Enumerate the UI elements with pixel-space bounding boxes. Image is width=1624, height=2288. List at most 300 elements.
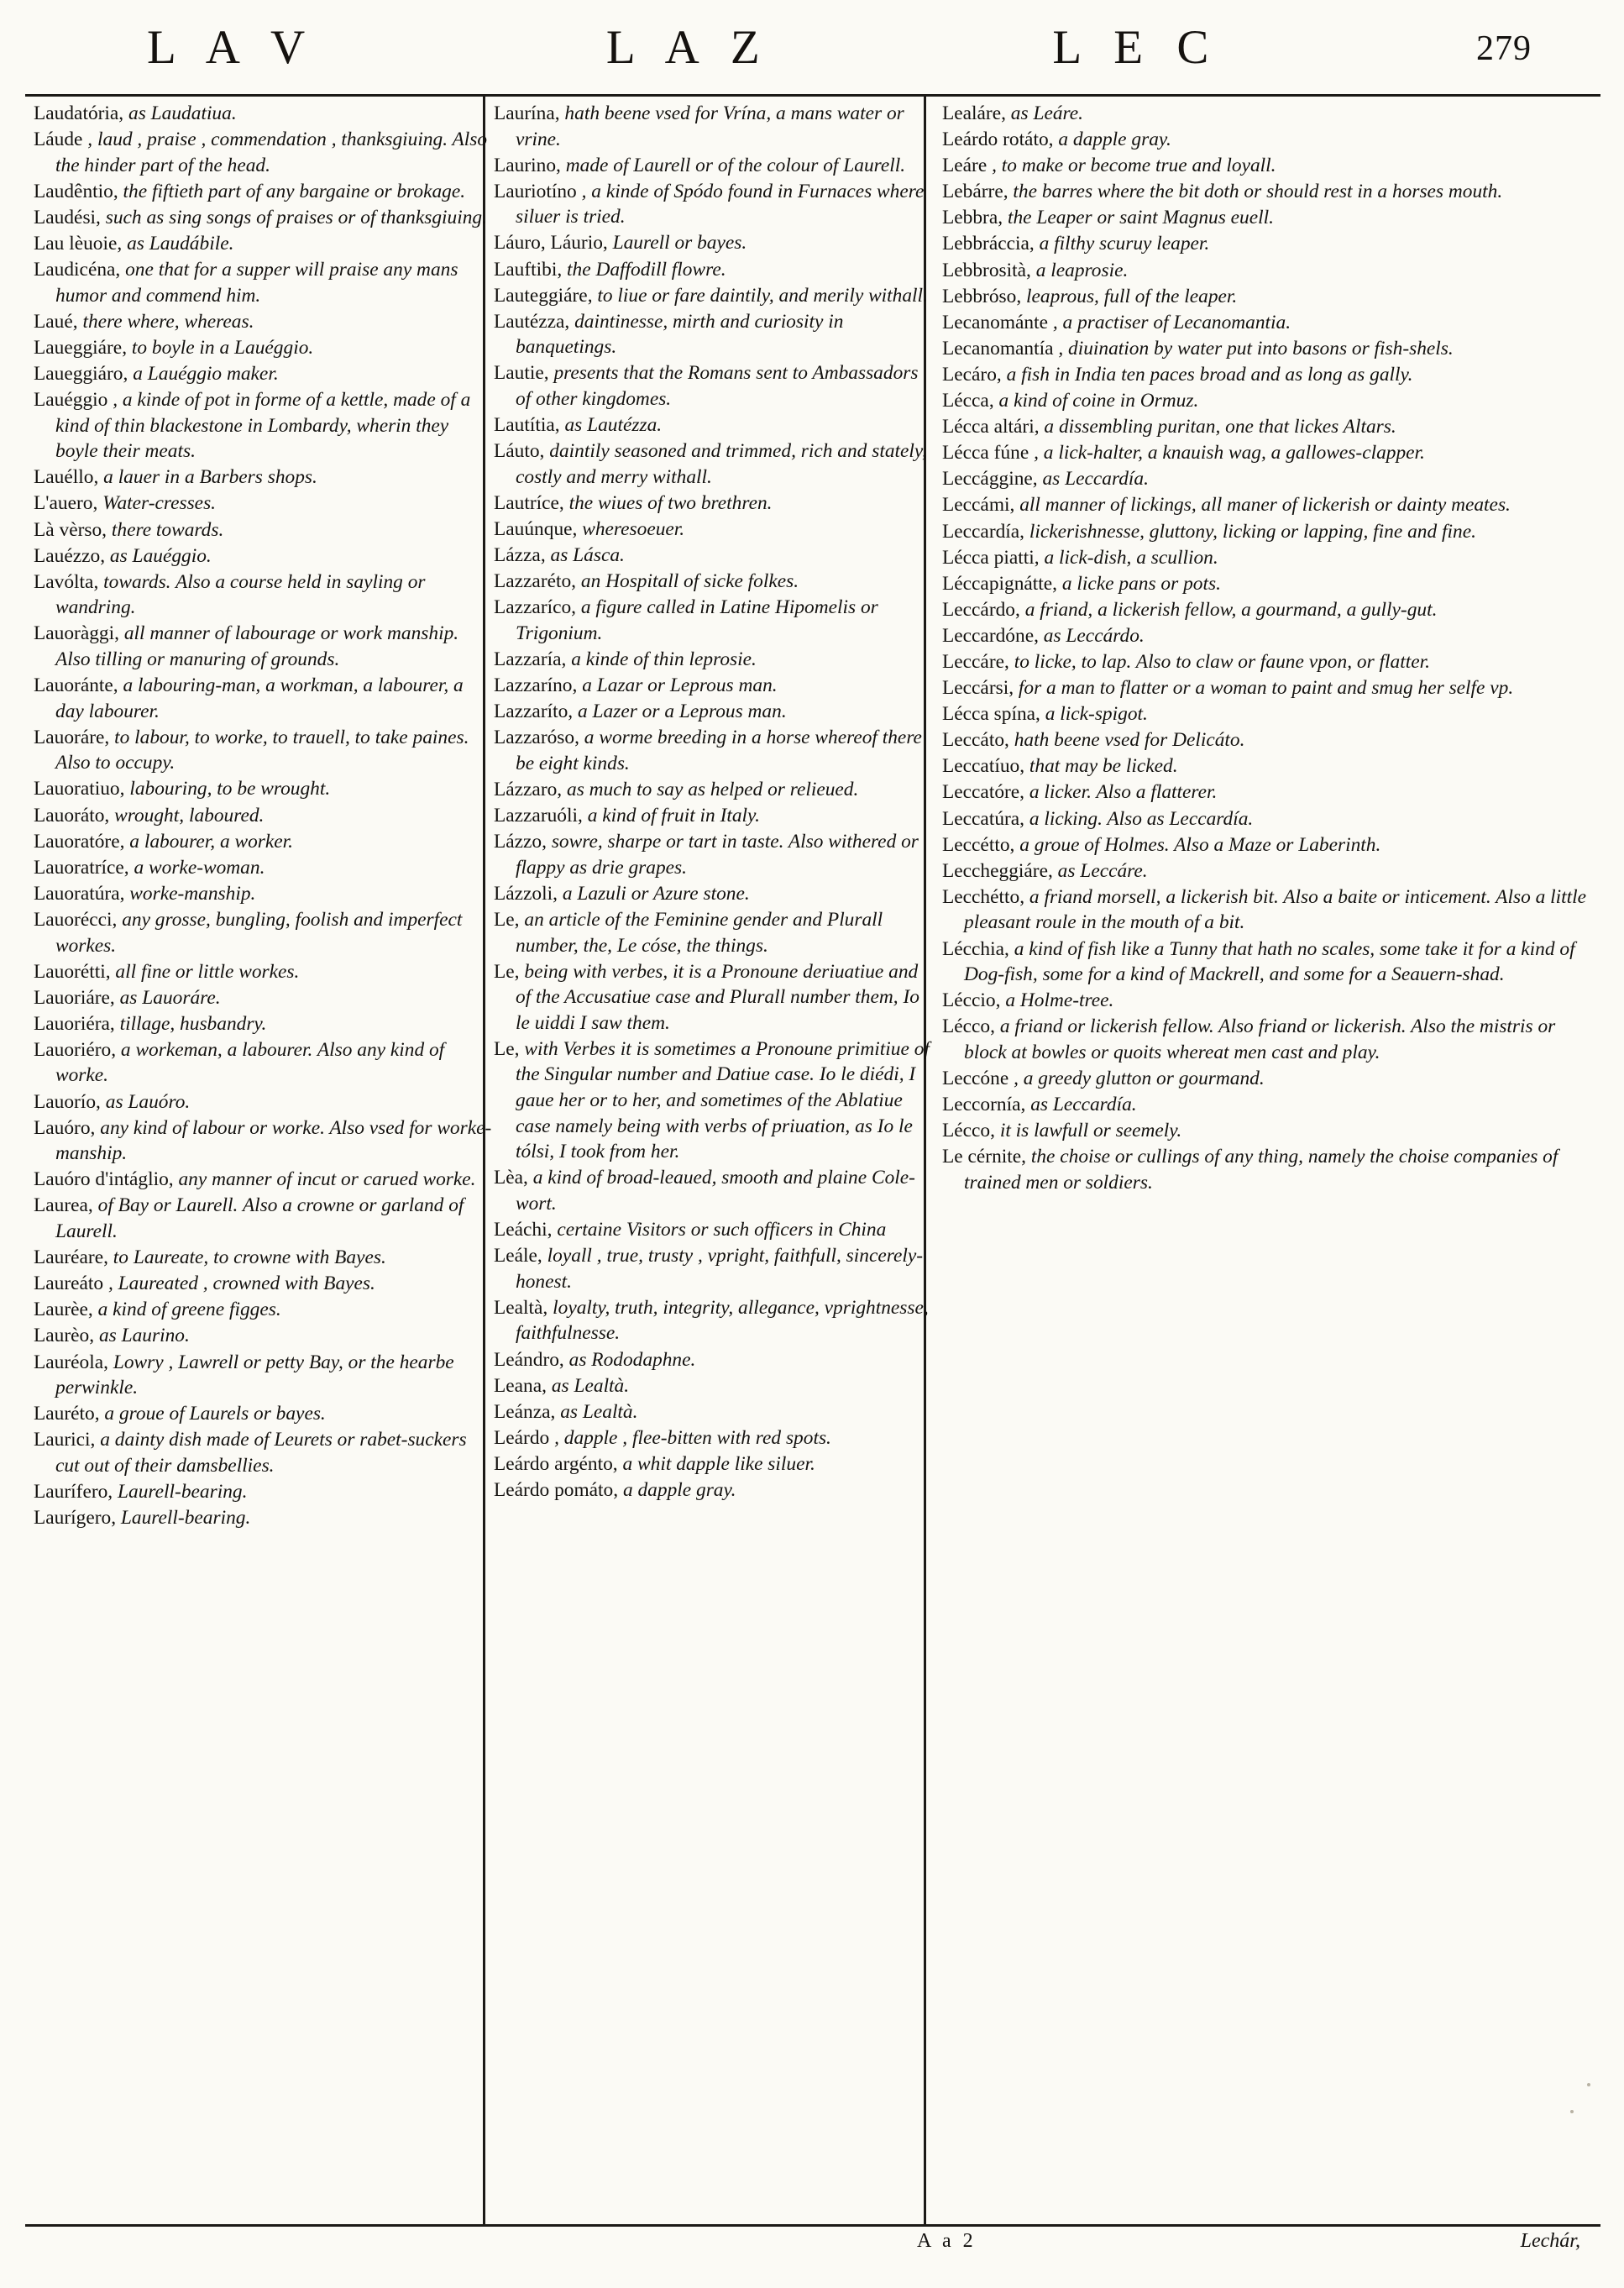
entry-headword: Laurífero, bbox=[34, 1480, 113, 1503]
entry-definition: a kind of broad-leaued, smooth and plaine Cole-wort. bbox=[516, 1167, 915, 1215]
entry-headword: Lazzaruóli, bbox=[494, 805, 583, 827]
dictionary-entry bbox=[494, 438, 930, 490]
entry-definition: all fine or little workes. bbox=[110, 960, 300, 983]
entry-definition: as Leccardía. bbox=[1025, 1094, 1137, 1116]
dictionary-entry bbox=[34, 829, 494, 855]
dictionary-entry bbox=[942, 440, 1597, 466]
dictionary-entry bbox=[494, 777, 930, 803]
entry-definition: , a greedy glutton or gourmand. bbox=[1008, 1067, 1265, 1089]
entry-definition: that may be licked. bbox=[1024, 755, 1178, 778]
entry-headword: Lebbrosità, bbox=[942, 259, 1031, 281]
entry-definition: it is lawfull or seemely. bbox=[994, 1120, 1182, 1142]
entry-headword: Leánza, bbox=[494, 1400, 556, 1423]
entry-headword: Laudatória, bbox=[34, 102, 124, 124]
head-word-left: L A V bbox=[147, 21, 317, 74]
entry-definition: the Daffodill flowre. bbox=[562, 258, 726, 281]
entry-definition: a worke-woman. bbox=[128, 856, 265, 879]
entry-definition: a lauer in a Barbers shops. bbox=[98, 466, 317, 489]
entry-definition: as much to say as helped or relieued. bbox=[562, 778, 859, 800]
dictionary-entry bbox=[942, 414, 1597, 440]
dictionary-entry bbox=[34, 776, 494, 802]
entry-definition: a groue of Laurels or bayes. bbox=[99, 1403, 326, 1425]
entry-definition: such as sing songs of praises or of thanksgiuing. bbox=[100, 206, 487, 228]
entry-headword: Lautríce, bbox=[494, 491, 564, 514]
entry-definition: there towards. bbox=[107, 518, 224, 541]
dictionary-entry bbox=[494, 829, 930, 880]
entry-definition: as Lauéggio. bbox=[105, 544, 212, 567]
entry-definition: hath beene vsed for Delicáto. bbox=[1008, 729, 1245, 752]
entry-headword: Lauréare, bbox=[34, 1246, 108, 1269]
entry-definition: the wiues of two brethren. bbox=[563, 491, 773, 514]
dictionary-entry bbox=[34, 1271, 494, 1297]
dictionary-entry bbox=[942, 492, 1597, 518]
entry-headword: Lécchia, bbox=[942, 937, 1009, 960]
dictionary-entry bbox=[942, 519, 1597, 545]
entry-headword: Laueggiáro, bbox=[34, 362, 128, 385]
entry-headword: Lau lèuoie, bbox=[34, 232, 123, 255]
entry-headword: Lauóro d'intáglio, bbox=[34, 1168, 174, 1191]
entry-definition: a dissembling puritan, one that lickes Altars. bbox=[1039, 416, 1396, 438]
entry-definition: a leaprosie. bbox=[1030, 259, 1129, 281]
entry-headword: Lauézzo, bbox=[34, 544, 106, 567]
entry-headword: Lauéllo, bbox=[34, 466, 99, 489]
dictionary-entry bbox=[942, 466, 1597, 492]
dictionary-entry bbox=[494, 153, 930, 179]
entry-definition: to licke, to lap. Also to claw or faune vpon, or flatter. bbox=[1008, 650, 1430, 673]
entry-headword: Lealtà, bbox=[494, 1296, 548, 1319]
column-2 bbox=[494, 101, 930, 1503]
dictionary-entry bbox=[494, 1295, 930, 1346]
entry-headword: Lázza, bbox=[494, 544, 546, 567]
entry-definition: a kind of coine in Ormuz. bbox=[993, 390, 1199, 412]
entry-definition: as Leccardía. bbox=[1037, 468, 1149, 491]
entry-headword: Lebárre, bbox=[942, 181, 1008, 203]
entry-headword: Leccáto, bbox=[942, 729, 1009, 752]
dictionary-entry bbox=[942, 545, 1597, 571]
entry-definition: sowre, sharpe or tart in taste. Also withered or flappy as drie grapes. bbox=[516, 831, 919, 879]
dictionary-entry bbox=[494, 543, 930, 569]
entry-headword: Lécco, bbox=[942, 1120, 995, 1142]
dictionary-entry bbox=[942, 336, 1597, 362]
entry-definition: as Leccáre. bbox=[1052, 859, 1148, 882]
dictionary-entry bbox=[34, 569, 494, 621]
entry-headword: Lautie, bbox=[494, 362, 549, 385]
entry-definition: loyall , true, trusty , vpright, faithfull, sincerely-honest. bbox=[516, 1245, 924, 1293]
signature-mark: A a 2 bbox=[917, 2230, 977, 2252]
dictionary-entry bbox=[34, 1193, 494, 1244]
entry-headword: Leáre bbox=[942, 155, 987, 177]
entry-headword: Leáchi, bbox=[494, 1219, 553, 1241]
dictionary-entry bbox=[34, 621, 494, 672]
dictionary-entry bbox=[34, 1115, 494, 1167]
dictionary-entry bbox=[942, 1066, 1597, 1092]
dictionary-entry bbox=[34, 1037, 494, 1089]
entry-definition: the choise or cullings of any thing, namely the choise companies of trained men or soldiers. bbox=[964, 1146, 1559, 1194]
entry-headword: Léccapignátte, bbox=[942, 572, 1058, 595]
dictionary-entry bbox=[34, 1479, 494, 1505]
entry-definition: lickerishnesse, gluttony, licking or lapping, fine and fine. bbox=[1024, 520, 1476, 543]
entry-headword: Lauftibi, bbox=[494, 258, 563, 281]
entry-definition: a labourer, a worker. bbox=[124, 830, 294, 853]
entry-headword: Leccóne bbox=[942, 1067, 1009, 1089]
entry-headword: Lauriotíno bbox=[494, 180, 577, 202]
dictionary-entry bbox=[34, 1350, 494, 1401]
dictionary-entry bbox=[34, 1167, 494, 1193]
dictionary-entry bbox=[942, 153, 1597, 179]
dictionary-entry bbox=[34, 543, 494, 569]
horizontal-rule-bottom bbox=[25, 2224, 1600, 2227]
dictionary-entry bbox=[34, 985, 494, 1011]
entry-headword: Lavólta, bbox=[34, 570, 99, 593]
entry-headword: Laurino, bbox=[494, 154, 561, 176]
entry-definition: a labouring-man, a workman, a labourer, a day labourer. bbox=[55, 674, 464, 722]
entry-headword: Leana, bbox=[494, 1374, 547, 1397]
entry-headword: Lécca fúne bbox=[942, 442, 1029, 464]
entry-definition: , laud , praise , commendation , thanksgiuing. Also the hinder part of the head. bbox=[55, 129, 488, 176]
entry-definition: being with verbes, it is a Pronoune deriuatiue and of the Accusatiue case and Plurall number them, Io le uiddi I saw them. bbox=[516, 960, 919, 1034]
dictionary-entry bbox=[34, 673, 494, 724]
entry-headword: Leccáre, bbox=[942, 650, 1009, 673]
dictionary-entry bbox=[34, 464, 494, 491]
column-1 bbox=[34, 101, 494, 1531]
dictionary-entry bbox=[942, 884, 1597, 936]
entry-headword: Laué, bbox=[34, 310, 78, 333]
entry-headword: Laurici, bbox=[34, 1429, 96, 1451]
dictionary-entry bbox=[34, 1323, 494, 1349]
entry-headword: Laurína, bbox=[494, 102, 560, 124]
dictionary-entry bbox=[942, 937, 1597, 988]
entry-definition: a licking. Also as Leccardía. bbox=[1024, 807, 1254, 830]
entry-definition: leaprous, full of the leaper. bbox=[1021, 285, 1238, 307]
dictionary-entry bbox=[942, 362, 1597, 388]
dictionary-entry bbox=[34, 1427, 494, 1478]
entry-headword: Lauoratúra, bbox=[34, 882, 125, 905]
entry-headword: Laurígero, bbox=[34, 1507, 117, 1530]
dictionary-entry bbox=[34, 1297, 494, 1323]
entry-definition: a licker. Also a flatterer. bbox=[1024, 781, 1218, 804]
entry-headword: Lazzaríco, bbox=[494, 596, 577, 619]
entry-headword: Lauoratiuo, bbox=[34, 778, 125, 800]
entry-headword: Leccággine, bbox=[942, 468, 1038, 491]
entry-definition: presents that the Romans sent to Ambassadors of other kingdomes. bbox=[516, 362, 919, 411]
entry-headword: Leccárdo, bbox=[942, 598, 1020, 621]
entry-definition: as Lauóro. bbox=[100, 1090, 191, 1113]
dictionary-entry bbox=[942, 1014, 1597, 1065]
horizontal-rule-top bbox=[25, 94, 1600, 97]
entry-definition: worke-manship. bbox=[124, 882, 256, 905]
dictionary-entry bbox=[942, 205, 1597, 231]
entry-headword: Lautézza, bbox=[494, 310, 570, 333]
entry-headword: Leccétto, bbox=[942, 833, 1015, 856]
dictionary-entry bbox=[942, 101, 1597, 127]
entry-headword: Lauúnque, bbox=[494, 518, 578, 540]
entry-headword: Leárdo pomáto, bbox=[494, 1478, 619, 1501]
entry-headword: Laueggiáre, bbox=[34, 336, 128, 359]
entry-definition: as Laurino. bbox=[94, 1325, 190, 1347]
entry-headword: Lauoratríce, bbox=[34, 856, 129, 879]
entry-headword: Là vèrso, bbox=[34, 518, 107, 541]
entry-headword: Laudési, bbox=[34, 206, 101, 228]
entry-definition: of Bay or Laurell. Also a crowne or garland of Laurell. bbox=[55, 1194, 464, 1243]
entry-definition: , a lick-halter, a knauish wag, a gallowes-clapper. bbox=[1029, 442, 1425, 464]
dictionary-entry bbox=[494, 230, 930, 256]
entry-definition: , Laureated , crowned with Bayes. bbox=[103, 1273, 375, 1295]
entry-definition: a kind of fish like a Tunny that hath no scales, some take it for a kind of Dog-fish, some for a kind of Mackrell, and some for a Seauern-shad. bbox=[964, 937, 1575, 986]
entry-definition: to liue or fare daintily, and merily withall. bbox=[592, 284, 928, 307]
dictionary-entry bbox=[942, 310, 1597, 336]
dictionary-entry bbox=[494, 412, 930, 438]
dictionary-entry bbox=[942, 284, 1597, 310]
dictionary-entry bbox=[34, 881, 494, 907]
entry-definition: the barres where the bit doth or should rest in a horses mouth. bbox=[1008, 181, 1503, 203]
entry-definition: all manner of labourage or work manship. Also tilling or manuring of grounds. bbox=[55, 622, 459, 670]
entry-headword: Lauréola, bbox=[34, 1351, 108, 1373]
entry-definition: any kind of labour or worke. Also vsed for worke-manship. bbox=[55, 1116, 492, 1165]
entry-definition: as Laudatiua. bbox=[123, 102, 237, 124]
dictionary-entry bbox=[34, 335, 494, 361]
entry-headword: Le cérnite, bbox=[942, 1146, 1026, 1168]
text-columns bbox=[25, 101, 1600, 2217]
dictionary-entry bbox=[34, 205, 494, 231]
dictionary-entry bbox=[942, 1144, 1597, 1195]
dictionary-entry bbox=[34, 387, 494, 464]
entry-headword: L'auero, bbox=[34, 492, 98, 515]
entry-headword: Lealáre, bbox=[942, 102, 1006, 124]
entry-definition: Lowry , Lawrell or petty Bay, or the hearbe perwinkle. bbox=[55, 1351, 454, 1399]
entry-headword: Lázzoli, bbox=[494, 882, 558, 905]
entry-definition: a licke pans or pots. bbox=[1057, 572, 1221, 595]
entry-headword: Lauóro, bbox=[34, 1116, 96, 1139]
dictionary-entry bbox=[494, 1373, 930, 1399]
entry-definition: any grosse, bungling, foolish and imperfect workes. bbox=[55, 908, 463, 957]
paper-speck bbox=[1587, 2083, 1590, 2086]
entry-headword: Leárdo argénto, bbox=[494, 1452, 618, 1475]
entry-definition: as Lásca. bbox=[545, 544, 625, 567]
entry-definition: , a kinde of Spódo found in Furnaces where siluer is tried. bbox=[516, 180, 925, 228]
entry-headword: Lécca altári, bbox=[942, 416, 1040, 438]
entry-definition: , to make or become true and loyall. bbox=[987, 155, 1276, 177]
entry-headword: Lécca spína, bbox=[942, 703, 1040, 726]
entry-headword: Leándro, bbox=[494, 1348, 564, 1371]
entry-headword: Lécco, bbox=[942, 1015, 995, 1038]
entry-headword: Lèa, bbox=[494, 1167, 528, 1189]
entry-definition: all manner of lickings, all maner of lickerish or dainty meates. bbox=[1014, 494, 1511, 517]
entry-definition: as Rododaphne. bbox=[563, 1348, 696, 1371]
dictionary-entry bbox=[942, 1092, 1597, 1118]
entry-definition: a kind of fruit in Italy. bbox=[582, 805, 760, 827]
entry-definition: the fiftieth part of any bargaine or brokage. bbox=[118, 180, 466, 202]
entry-definition: a workeman, a labourer. Also any kind of worke. bbox=[55, 1038, 445, 1087]
dictionary-entry bbox=[34, 101, 494, 127]
dictionary-entry bbox=[494, 907, 930, 958]
entry-definition: , a kinde of pot in forme of a kettle, made of a kind of thin blackestone in Lombardy, wherin they boyle their meats. bbox=[55, 389, 471, 463]
entry-headword: Leárdo bbox=[494, 1426, 550, 1449]
entry-headword: Lauéggio bbox=[34, 389, 108, 412]
entry-definition: wheresoeuer. bbox=[577, 518, 685, 540]
entry-definition: a dapple gray. bbox=[618, 1478, 736, 1501]
dictionary-entry bbox=[942, 1118, 1597, 1144]
entry-definition: to Laureate, to crowne with Bayes. bbox=[107, 1246, 386, 1269]
entry-definition: hath beene vsed for Vrína, a mans water or vrine. bbox=[516, 102, 904, 150]
entry-definition: as Lauoráre. bbox=[114, 986, 221, 1009]
entry-headword: Lauoràggi, bbox=[34, 622, 119, 645]
entry-headword: Laureáto bbox=[34, 1273, 104, 1295]
entry-definition: to labour, to worke, to trauell, to take paines. Also to occupy. bbox=[55, 726, 469, 774]
dictionary-entry bbox=[494, 1399, 930, 1425]
entry-definition: a lick-spigot. bbox=[1040, 703, 1148, 726]
dictionary-entry bbox=[494, 1425, 930, 1451]
dictionary-entry bbox=[494, 101, 930, 152]
entry-headword: Léccio, bbox=[942, 989, 1001, 1012]
dictionary-entry bbox=[942, 727, 1597, 753]
dictionary-entry bbox=[34, 1011, 494, 1037]
dictionary-entry bbox=[34, 127, 494, 178]
entry-definition: a dainty dish made of Leurets or rabet-suckers cut out of their damsbellies. bbox=[55, 1429, 467, 1477]
dictionary-entry bbox=[942, 649, 1597, 675]
entry-headword: Lécca, bbox=[942, 390, 994, 412]
dictionary-entry bbox=[942, 675, 1597, 701]
entry-definition: a whit dapple like siluer. bbox=[617, 1452, 815, 1475]
dictionary-entry bbox=[494, 1347, 930, 1373]
dictionary-entry bbox=[494, 309, 930, 360]
entry-headword: Lécca piatti, bbox=[942, 546, 1040, 569]
entry-headword: Lecáro, bbox=[942, 363, 1002, 386]
entry-definition: a Holme-tree. bbox=[1000, 989, 1114, 1012]
entry-definition: with Verbes it is sometimes a Pronoune primitiue of the Singular number and Datiue case. Io le diédi, I gaue her or to her, and sometimes of the Ablatiue case namely being with verbs of priuation, as Io le tólsi, I took from her. bbox=[516, 1037, 930, 1163]
dictionary-entry bbox=[942, 832, 1597, 858]
entry-definition: a friand, a lickerish fellow, a gourmand, a gully-gut. bbox=[1019, 598, 1438, 621]
entry-headword: Laurèe, bbox=[34, 1299, 93, 1321]
dictionary-entry bbox=[494, 1036, 930, 1165]
dictionary-entry bbox=[494, 959, 930, 1036]
entry-headword: Lebbráccia, bbox=[942, 233, 1035, 255]
dictionary-entry bbox=[494, 491, 930, 517]
entry-definition: wrought, laboured. bbox=[109, 804, 265, 827]
dictionary-entry bbox=[494, 881, 930, 907]
entry-definition: an article of the Feminine gender and Plurall number, the, Le cóse, the things. bbox=[516, 908, 883, 957]
entry-definition: towards. Also a course held in sayling or wandring. bbox=[55, 570, 426, 619]
entry-definition: there where, whereas. bbox=[77, 310, 254, 333]
entry-headword: Lázzaro, bbox=[494, 778, 563, 800]
dictionary-entry bbox=[942, 258, 1597, 284]
dictionary-entry bbox=[494, 179, 930, 230]
entry-definition: as Lealtà. bbox=[546, 1374, 630, 1397]
entry-headword: Laurèo, bbox=[34, 1325, 95, 1347]
entry-headword: Lazzarósо, bbox=[494, 727, 579, 749]
entry-definition: to boyle in a Lauéggio. bbox=[127, 336, 314, 359]
entry-definition: a filthy scuruy leaper. bbox=[1034, 233, 1210, 255]
entry-headword: Lecanomantía bbox=[942, 337, 1054, 359]
entry-definition: a Lazar or Leprous man. bbox=[577, 674, 778, 697]
entry-headword: Láuro, Láurio, bbox=[494, 232, 608, 255]
dictionary-entry bbox=[34, 179, 494, 205]
dictionary-entry bbox=[942, 231, 1597, 257]
entry-definition: a friand morsell, a lickerish bit. Also a baite or inticement. Also a little pleasant roule in the mouth of a bit. bbox=[964, 885, 1587, 934]
entry-headword: Lauorío, bbox=[34, 1090, 101, 1113]
dictionary-entry bbox=[942, 988, 1597, 1014]
dictionary-entry bbox=[494, 647, 930, 673]
entry-headword: Lecchétto, bbox=[942, 885, 1025, 908]
entry-headword: Lauoriéra, bbox=[34, 1012, 115, 1035]
entry-definition: made of Laurell or of the colour of Laurell. bbox=[560, 154, 906, 176]
entry-definition: Laurell-bearing. bbox=[116, 1507, 251, 1530]
entry-headword: Lazzaréto, bbox=[494, 570, 577, 593]
column-3 bbox=[942, 101, 1597, 1196]
entry-headword: Lázzo, bbox=[494, 831, 547, 853]
entry-definition: , dapple , flee-bitten with red spots. bbox=[549, 1426, 831, 1449]
entry-headword: Lazzaríno, bbox=[494, 674, 578, 697]
entry-definition: a worme breeding in a horse whereof there be eight kinds. bbox=[516, 727, 922, 774]
entry-definition: as Leccárdo. bbox=[1038, 624, 1145, 647]
entry-headword: Leccatúra, bbox=[942, 807, 1025, 830]
entry-definition: the Leaper or saint Magnus euell. bbox=[1003, 207, 1274, 229]
entry-headword: Leccársi, bbox=[942, 677, 1014, 700]
entry-headword: Lauorétti, bbox=[34, 960, 111, 983]
entry-headword: Lecanománte bbox=[942, 311, 1048, 333]
entry-definition: as Laudábile. bbox=[122, 232, 234, 255]
dictionary-entry bbox=[34, 517, 494, 543]
entry-definition: daintinesse, mirth and curiosity in banquetings. bbox=[516, 310, 844, 359]
entry-definition: certaine Visitors or such officers in China bbox=[552, 1219, 887, 1241]
entry-definition: one that for a supper will praise any mans humor and commend him. bbox=[55, 259, 458, 307]
dictionary-entry bbox=[494, 1165, 930, 1216]
entry-definition: , a practiser of Lecanomantia. bbox=[1047, 311, 1291, 333]
entry-definition: a groue of Holmes. Also a Maze or Laberinth. bbox=[1014, 833, 1381, 856]
entry-definition: a lick-dish, a scullion. bbox=[1039, 546, 1218, 569]
dictionary-entry bbox=[494, 673, 930, 699]
entry-headword: Lauoratóre, bbox=[34, 830, 125, 853]
dictionary-entry bbox=[942, 179, 1597, 205]
entry-definition: a Lazuli or Azure stone. bbox=[557, 882, 750, 905]
entry-definition: , diuination by water put into basons or fish-shels. bbox=[1053, 337, 1454, 359]
entry-headword: Leccámi, bbox=[942, 494, 1015, 517]
entry-headword: Lauoriéro, bbox=[34, 1038, 117, 1061]
dictionary-entry bbox=[34, 907, 494, 958]
entry-definition: Water-cresses. bbox=[97, 492, 217, 515]
entry-headword: Lebbra, bbox=[942, 207, 1003, 229]
dictionary-entry bbox=[34, 231, 494, 257]
entry-definition: Laurell-bearing. bbox=[113, 1480, 248, 1503]
entry-headword: Laudicéna, bbox=[34, 259, 121, 281]
entry-headword: Leccardóne, bbox=[942, 624, 1039, 647]
dictionary-entry bbox=[942, 127, 1597, 153]
dictionary-entry bbox=[494, 1217, 930, 1243]
dictionary-entry bbox=[942, 701, 1597, 727]
dictionary-entry bbox=[494, 1243, 930, 1294]
entry-headword: Lauteggiáre, bbox=[494, 284, 593, 307]
entry-definition: as Leáre. bbox=[1005, 102, 1083, 124]
dictionary-entry bbox=[494, 360, 930, 412]
entry-headword: Lauréto, bbox=[34, 1403, 100, 1425]
entry-definition: tillage, husbandry. bbox=[114, 1012, 267, 1035]
dictionary-entry bbox=[942, 623, 1597, 649]
entry-headword: Leccheggiáre, bbox=[942, 859, 1053, 882]
dictionary-entry bbox=[34, 959, 494, 985]
catchword: Lechár, bbox=[1520, 2230, 1580, 2252]
entry-headword: Le, bbox=[494, 960, 520, 983]
entry-headword: Leccardía, bbox=[942, 520, 1025, 543]
entry-headword: Lebbróso, bbox=[942, 285, 1022, 307]
dictionary-entry bbox=[34, 491, 494, 517]
entry-headword: Lauoránte, bbox=[34, 674, 118, 697]
entry-headword: Leccatíuo, bbox=[942, 755, 1025, 778]
entry-definition: any manner of incut or carued worke. bbox=[173, 1168, 476, 1191]
dictionary-entry bbox=[34, 803, 494, 829]
dictionary-entry bbox=[34, 725, 494, 776]
entry-headword: Lazzaríto, bbox=[494, 701, 574, 723]
dictionary-entry bbox=[494, 1477, 930, 1503]
entry-headword: Láuto, bbox=[494, 440, 545, 463]
